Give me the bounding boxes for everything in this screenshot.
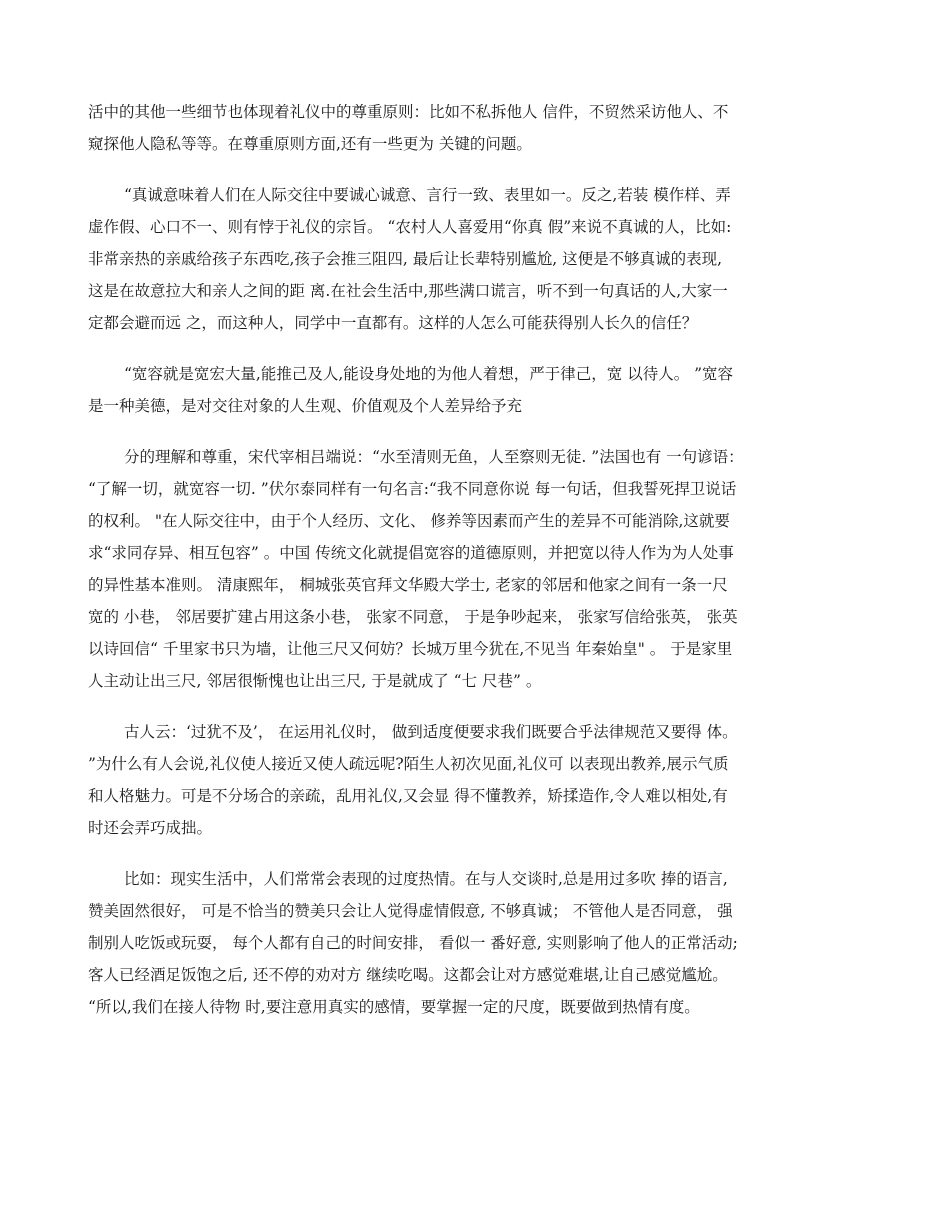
text-line: 人主动让出三尺, 邻居很惭愧也让出三尺, 于是就成了 “七 尺巷” 。 bbox=[88, 672, 542, 690]
paragraph-2 bbox=[88, 179, 862, 339]
paragraph-1 bbox=[88, 96, 862, 160]
text-line: 求“求同存异、相互包容” 。中国 传统文化就提倡宽容的道德原则，并把宽以待人作为为人处事 bbox=[88, 544, 734, 562]
text-line: 时还会弄巧成拙。 bbox=[88, 819, 213, 837]
paragraph-gap bbox=[88, 422, 862, 441]
text-line: 虚作假、心口不一、则有悖于礼仪的宗旨。 “农村人人喜爱用“你真 假”来说不真诚的人，比如: bbox=[88, 218, 732, 236]
paragraph-gap bbox=[88, 339, 862, 358]
text-line: 窥探他人隐私等等。在尊重原则方面,还有一些更为 关键的问题。 bbox=[88, 135, 532, 153]
paragraph-4 bbox=[88, 441, 862, 697]
text-line: 活中的其他一些细节也体现着礼仪中的尊重原则：比如不私拆他人 信件，不贸然采访他人、不 bbox=[88, 103, 729, 121]
text-line: “了解一切，就宽容一切. ”伏尔泰同样有一句名言:“我不同意你说 每一句话，但我誓死捍卫说话 bbox=[88, 480, 737, 498]
text-line: 古人云：‘过犹不及’， 在运用礼仪时， 做到适度便要求我们既要合乎法律规范又要得 体。 bbox=[124, 723, 738, 741]
text-line: 的异性基本准则。 清康熙年， 桐城张英官拜文华殿大学士, 老家的邻居和他家之间有一条一尺 bbox=[88, 576, 728, 594]
document-page bbox=[88, 96, 862, 1023]
text-line: 这是在故意拉大和亲人之间的距 离.在社会生活中,那些满口谎言，听不到一句真话的人,大家一 bbox=[88, 282, 728, 300]
paragraph-gap bbox=[88, 160, 862, 179]
text-line: 比如：现实生活中，人们常常会表现的过度热情。在与人交谈时,总是用过多吹 捧的语言, bbox=[124, 870, 728, 888]
paragraph-gap bbox=[88, 844, 862, 863]
paragraph-5 bbox=[88, 716, 862, 844]
text-line: “宽容就是宽宏大量,能推己及人,能设身处地的为他人着想，严于律己，宽 以待人。 ”宽容 bbox=[124, 365, 734, 383]
text-line: “所以,我们在接人待物 时,要注意用真实的感情，要掌握一定的尺度，既要做到热情有度。 bbox=[88, 998, 700, 1016]
text-line: 和人格魅力。可是不分场合的亲疏，乱用礼仪,又会显 得不懂教养，矫揉造作,令人难以相处,有 bbox=[88, 787, 728, 805]
text-line: 是一种美德，是对交往对象的人生观、价值观及个人差异给予充 bbox=[88, 397, 523, 415]
text-line: “真诚意味着人们在人际交往中要诚心诚意、言行一致、表里如一。反之,若装 模作样、弄 bbox=[124, 186, 731, 204]
text-line: 非常亲热的亲戚给孩子东西吃,孩子会推三阻四, 最后让长辈特别尴尬, 这便是不够真诚的表现, bbox=[88, 250, 723, 268]
paragraph-gap bbox=[88, 697, 862, 716]
text-line: 分的理解和尊重，宋代宰相吕端说：“水至清则无鱼，人至察则无徒. ”法国也有 一句谚语： bbox=[124, 448, 744, 466]
text-line: 赞美固然很好， 可是不恰当的赞美只会让人觉得虚情假意, 不够真诚； 不管他人是否同意， 强 bbox=[88, 902, 733, 920]
text-line: 制别人吃饭或玩耍， 每个人都有自己的时间安排， 看似一 番好意, 实则影响了他人的正常活动; bbox=[88, 934, 738, 952]
paragraph-3 bbox=[88, 358, 862, 422]
text-line: 宽的 小巷， 邻居要扩建占用这条小巷， 张家不同意， 于是争吵起来， 张家写信给张英， 张英 bbox=[88, 608, 738, 626]
text-line: 的权利。 "在人际交往中，由于个人经历、文化、 修养等因素而产生的差异不可能消除,这就要 bbox=[88, 512, 730, 530]
text-line: 定都会避而远 之，而这种人，同学中一直都有。这样的人怎么可能获得别人长久的信任？ bbox=[88, 314, 698, 332]
text-line: 以诗回信“ 千里家书只为墙，让他三尺又何妨？长城万里今犹在,不见当 年秦始皇" 。 于是家里 bbox=[88, 640, 733, 658]
text-line: 客人已经酒足饭饱之后, 还不停的劝对方 继续吃喝。这都会让对方感觉难堪,让自己感觉尴尬。 bbox=[88, 966, 728, 984]
paragraph-6 bbox=[88, 863, 862, 1023]
text-line: ”为什么有人会说,礼仪使人接近又使人疏远呢?陌生人初次见面,礼仪可 以表现出教养,展示气质 bbox=[88, 755, 729, 773]
